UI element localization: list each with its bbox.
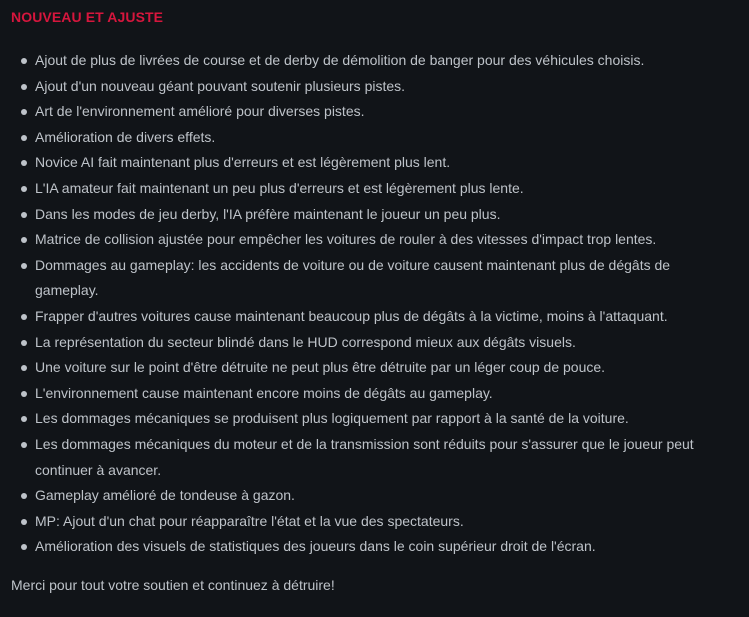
list-item-text: Dommages au gameplay: les accidents de voiture ou de voiture causent maintenant plus de dégâts de gameplay. — [35, 256, 671, 299]
bullet-icon — [21, 519, 27, 525]
list-item-text: Dans les modes de jeu derby, l'IA préfère maintenant le joueur un peu plus. — [35, 205, 501, 222]
bullet-icon — [21, 493, 27, 499]
list-item — [0, 150, 749, 176]
list-item — [0, 381, 749, 407]
bullet-icon — [21, 237, 27, 243]
list-item — [0, 99, 749, 125]
list-item — [0, 125, 749, 151]
list-item-text: Amélioration de divers effets. — [35, 128, 216, 145]
list-item-text: La représentation du secteur blindé dans le HUD correspond mieux aux dégâts visuels. — [35, 333, 576, 350]
list-item — [0, 48, 749, 74]
list-item-text: Ajout de plus de livrées de course et de derby de démolition de banger pour des véhicules choisis. — [35, 52, 645, 68]
bullet-icon — [21, 391, 27, 397]
list-item-text: Gameplay amélioré de tondeuse à gazon. — [35, 487, 295, 504]
list-item — [0, 432, 749, 483]
list-item — [0, 202, 749, 228]
bullet-icon — [21, 58, 27, 64]
list-item-text: Les dommages mécaniques se produisent plus logiquement par rapport à la santé de la voiture. — [35, 410, 629, 427]
list-item — [0, 253, 749, 304]
list-item — [0, 227, 749, 253]
list-item-text: Novice AI fait maintenant plus d'erreurs et est légèrement plus lent. — [35, 154, 451, 171]
bullet-icon — [21, 212, 27, 218]
list-item-text: Ajout d'un nouveau géant pouvant soutenir plusieurs pistes. — [35, 77, 406, 94]
bullet-icon — [21, 84, 27, 90]
bullet-icon — [21, 135, 27, 141]
section-heading: NOUVEAU ET AJUSTE — [11, 9, 164, 25]
list-item-text: Frapper d'autres voitures cause maintenant beaucoup plus de dégâts à la victime, moins à l'attaquant. — [35, 307, 668, 324]
bullet-icon — [21, 544, 27, 550]
list-item-text: Amélioration des visuels de statistiques des joueurs dans le coin supérieur droit de l'écran. — [35, 538, 596, 555]
bullet-icon — [21, 160, 27, 166]
list-item-text: MP: Ajout d'un chat pour réapparaître l'état et la vue des spectateurs. — [35, 512, 464, 529]
list-item-text: L'environnement cause maintenant encore moins de dégâts au gameplay. — [35, 384, 493, 401]
bullet-icon — [21, 109, 27, 115]
list-item — [0, 406, 749, 432]
list-item — [0, 74, 749, 100]
bullet-icon — [21, 314, 27, 320]
list-item — [0, 509, 749, 535]
list-item — [0, 534, 749, 560]
list-item-text: L'IA amateur fait maintenant un peu plus d'erreurs et est légèrement plus lente. — [35, 179, 524, 196]
bullet-icon — [21, 365, 27, 371]
closing-message: Merci pour tout votre soutien et continuez à détruire! — [11, 577, 335, 593]
list-item-text: Les dommages mécaniques du moteur et de la transmission sont réduits pour s'assurer que le joueur peut continuer à avancer. — [35, 435, 694, 478]
list-item-text: Art de l'environnement amélioré pour diverses pistes. — [35, 103, 365, 120]
list-item — [0, 355, 749, 381]
list-item — [0, 483, 749, 509]
bullet-icon — [21, 442, 27, 448]
patch-notes-list — [0, 48, 749, 560]
bullet-icon — [21, 416, 27, 422]
bullet-icon — [21, 340, 27, 346]
list-item-text: Matrice de collision ajustée pour empêcher les voitures de rouler à des vitesses d'impact trop lentes. — [35, 231, 657, 248]
list-item — [0, 330, 749, 356]
list-item — [0, 304, 749, 330]
bullet-icon — [21, 263, 27, 269]
list-item-text: Une voiture sur le point d'être détruite ne peut plus être détruite par un léger coup de pouce. — [35, 359, 606, 376]
list-item — [0, 176, 749, 202]
bullet-icon — [21, 186, 27, 192]
